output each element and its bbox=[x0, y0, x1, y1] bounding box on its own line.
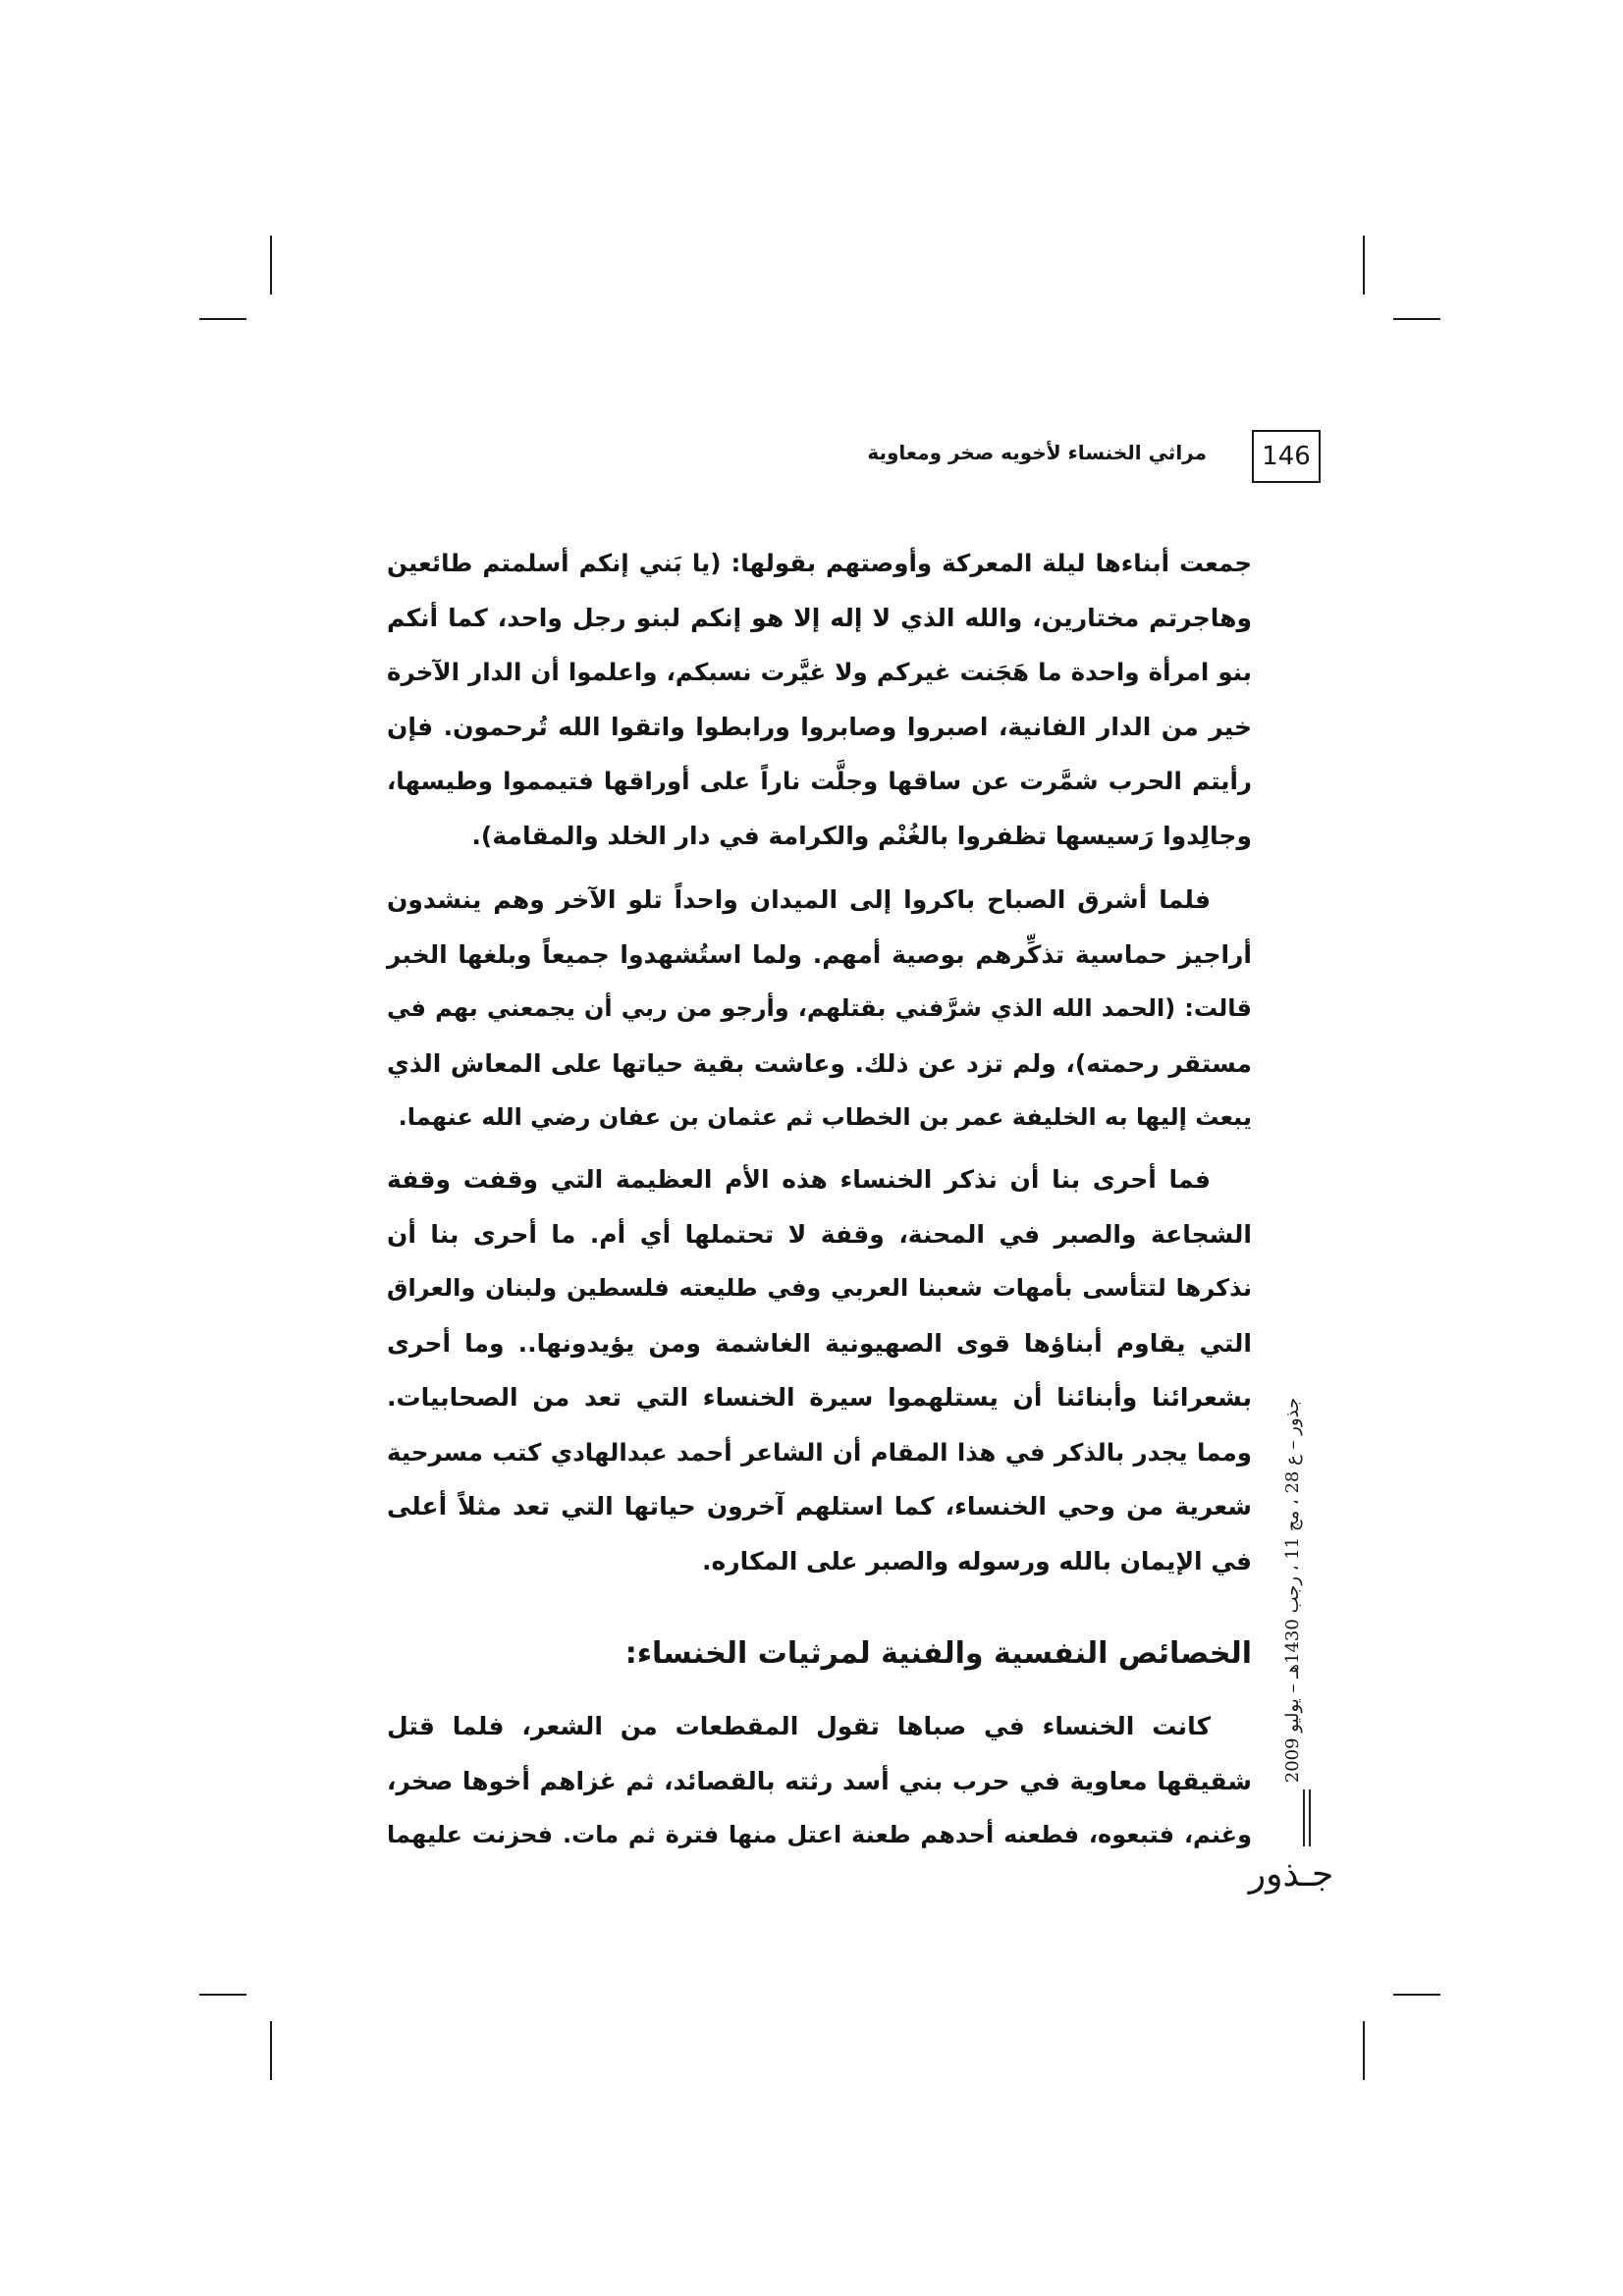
page-number: 146 bbox=[1252, 430, 1321, 483]
vertical-rule bbox=[1303, 1789, 1311, 1846]
text-line: شعرية من وحي الخنساء، كما استلهم آخرون حياتها التي تعد مثلاً أعلى bbox=[387, 1492, 1252, 1521]
text-line: خير من الدار الفانية، اصبروا وصابروا ورابطوا واتقوا الله تُرحمون. فإن bbox=[387, 712, 1252, 741]
text-line: يبعث إليها به الخليفة عمر بن الخطاب ثم عثمان بن عفان رضي الله عنهما. bbox=[398, 1103, 1252, 1131]
text-line: مستقر رحمته)، ولم تزد عن ذلك. وعاشت بقية حياتها على المعاش الذي bbox=[387, 1048, 1252, 1078]
crop-mark bbox=[270, 236, 272, 294]
text-line: كانت الخنساء في صباها تقول المقطعات من الشعر، فلما قتل bbox=[387, 1712, 1211, 1740]
running-header-title: مراثي الخنساء لأخويه صخر ومعاوية bbox=[867, 441, 1207, 464]
paragraph bbox=[387, 536, 1252, 863]
text-line: جمعت أبناءها ليلة المعركة وأوصتهم بقولها: (يا بَني إنكم أسلمتم طائعين bbox=[387, 549, 1252, 577]
text-line: فلما أشرق الصباح باكروا إلى الميدان واحداً تلو الآخر وهم ينشدون bbox=[387, 885, 1211, 914]
crop-mark bbox=[1393, 318, 1440, 320]
crop-mark bbox=[1363, 236, 1365, 294]
crop-mark bbox=[1393, 1994, 1440, 1996]
crop-mark bbox=[270, 2021, 272, 2080]
text-line: أراجيز حماسية تذكِّرهم بوصية أمهم. ولما استُشهدوا جميعاً وبلغها الخبر bbox=[387, 939, 1252, 969]
text-line: الشجاعة والصبر في المحنة، وقفة لا تحتملها أي أم. ما أحرى بنا أن bbox=[387, 1219, 1252, 1249]
journal-issue-info: جذور – ع 28 ، مج 11 ، رجب 1430هـ – يوليو 2009 bbox=[1282, 1397, 1303, 1784]
paragraph bbox=[387, 1152, 1252, 1588]
text-line: وهاجرتم مختارين، والله الذي لا إله إلا هو إنكم لبنو رجل واحد، كما أنكم bbox=[387, 603, 1252, 632]
paragraph bbox=[387, 1699, 1252, 1863]
text-line: بشعرائنا وأبنائنا أن يستلهموا سيرة الخنساء التي تعد من الصحابيات. bbox=[387, 1383, 1252, 1412]
text-line: في الإيمان بالله ورسوله والصبر على المكاره. bbox=[702, 1546, 1252, 1575]
text-line: رأيتم الحرب شمَّرت عن ساقها وجلَّت ناراً على أوراقها فتيمموا وطيسها، bbox=[387, 767, 1252, 795]
text-line: شقيقها معاوية في حرب بني أسد رثته بالقصائد، ثم غزاهم أخوها صخر، bbox=[387, 1766, 1252, 1795]
crop-mark bbox=[199, 1994, 246, 1996]
text-line: وجالِدوا رَسيسها تظفروا بالغُنْم والكرامة في دار الخلد والمقامة). bbox=[471, 821, 1252, 850]
paragraph bbox=[387, 873, 1252, 1146]
text-line: ومما يجدر بالذكر في هذا المقام أن الشاعر أحمد عبدالهادي كتب مسرحية bbox=[387, 1437, 1252, 1467]
crop-mark bbox=[1363, 2021, 1365, 2080]
crop-mark bbox=[199, 318, 246, 320]
journal-logo: جـذور bbox=[1248, 1854, 1334, 1895]
text-line: نذكرها لتتأسى بأمهات شعبنا العربي وفي طليعته فلسطين ولبنان والعراق bbox=[387, 1274, 1252, 1302]
text-line: بنو امرأة واحدة ما هَجَنت غيركم ولا غيَّرت نسبكم، واعلموا أن الدار الآخرة bbox=[387, 658, 1252, 686]
text-line: قالت: (الحمد الله الذي شرَّفني بقتلهم، وأرجو من ربي أن يجمعني بهم في bbox=[387, 994, 1252, 1022]
text-line: وغنم، فتبعوه، فطعنه أحدهم طعنة اعتل منها فترة ثم مات. فحزنت عليهما bbox=[387, 1821, 1252, 1848]
section-heading: الخصائص النفسية والفنية لمرثيات الخنساء: bbox=[624, 1636, 1252, 1671]
text-line: التي يقاوم أبناؤها قوى الصهيونية الغاشمة ومن يؤيدونها.. وما أحرى bbox=[387, 1328, 1252, 1358]
text-line: فما أحرى بنا أن نذكر الخنساء هذه الأم العظيمة التي وقفت وقفة bbox=[387, 1165, 1211, 1194]
